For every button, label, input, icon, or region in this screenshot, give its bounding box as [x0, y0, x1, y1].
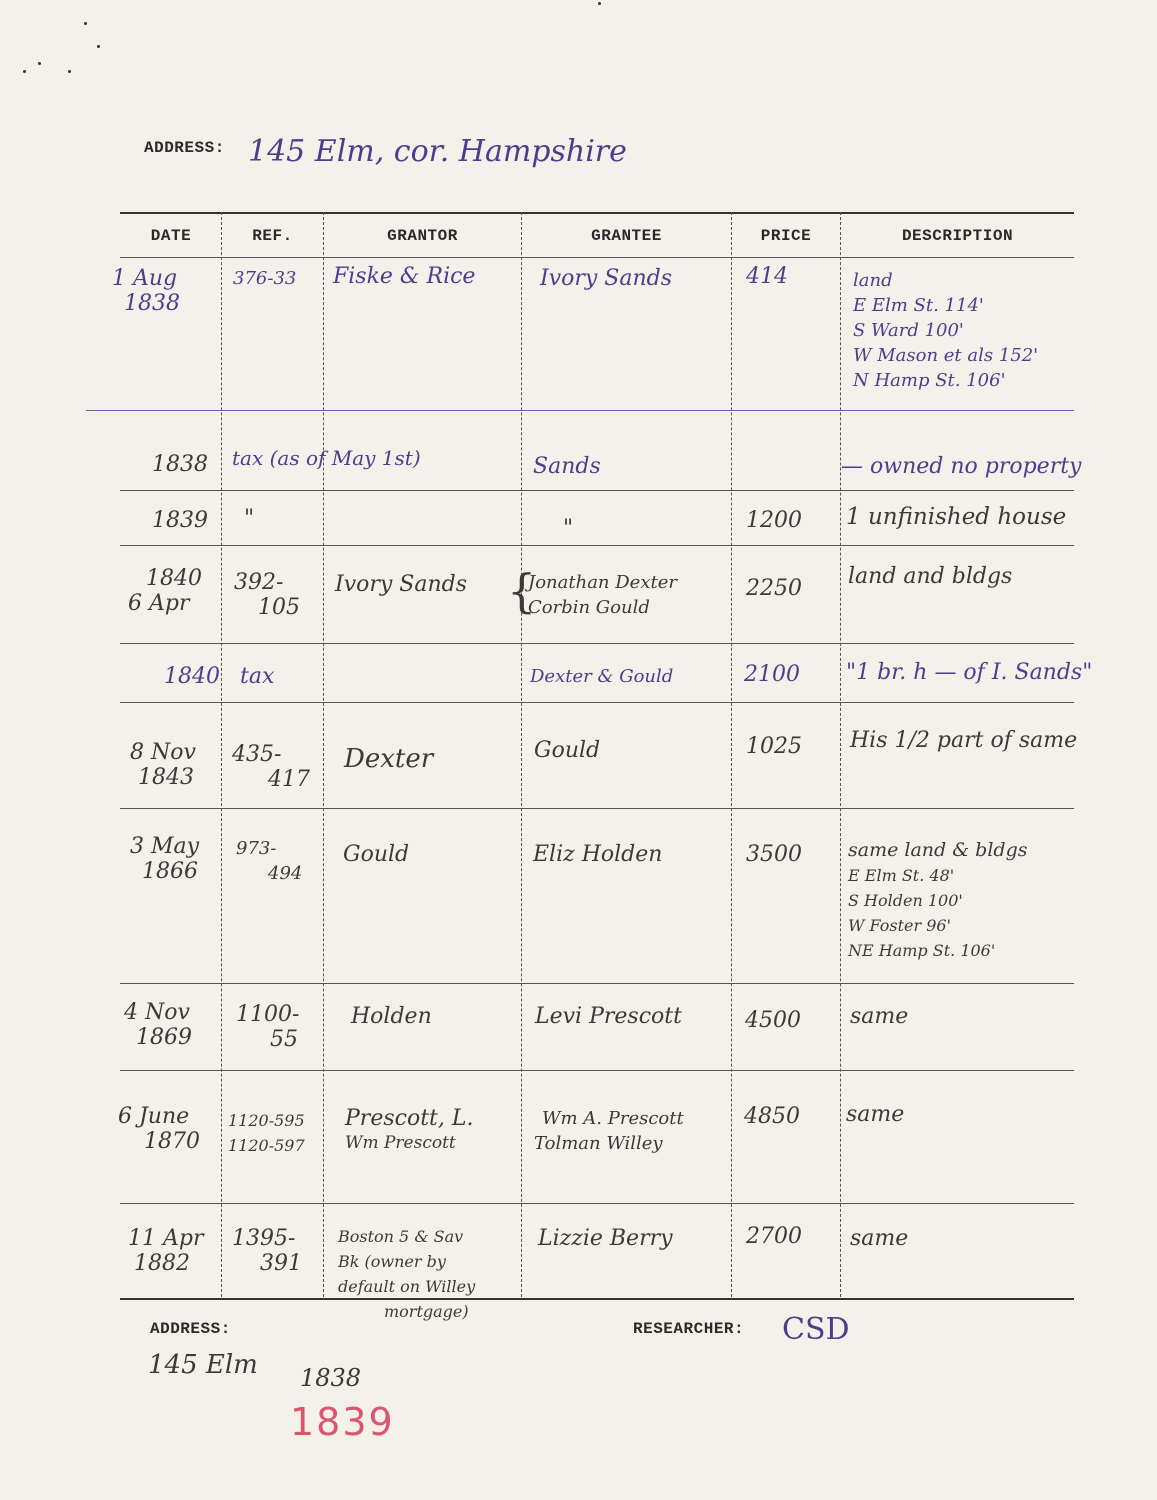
row-ref: tax: [240, 664, 275, 689]
row-ref: 1120-595 1120-597: [228, 1111, 305, 1155]
column-divider: [840, 212, 841, 1297]
column-header-date: DATE: [150, 227, 192, 245]
scan-speck: [38, 62, 41, 65]
row-description: same: [850, 1004, 909, 1029]
footer-address-label: ADDRESS:: [150, 1320, 231, 1338]
row-separator: [120, 702, 1074, 703]
row-ref: 1395- 391: [232, 1226, 302, 1276]
row-description: land E Elm St. 114' S Ward 100' W Mason et als 152' N Hamp St. 106': [853, 270, 1039, 391]
row-grantor: Fiske & Rice: [333, 264, 476, 289]
row-separator: [120, 490, 1074, 491]
row-price: 3500: [746, 842, 802, 867]
column-divider: [731, 212, 732, 1297]
row-description: His 1/2 part of same: [850, 728, 1078, 753]
row-description: — owned no property: [841, 454, 1082, 479]
row-date: 11 Apr 1882: [128, 1226, 204, 1276]
row-grantee: Dexter & Gould: [530, 666, 674, 687]
year-red: 1839: [290, 1400, 395, 1444]
row-ref: 1100- 55: [236, 1002, 300, 1052]
table-bottom-rule: [120, 1298, 1074, 1300]
address-label: ADDRESS:: [144, 139, 225, 157]
row-date: 4 Nov 1869: [124, 1000, 192, 1050]
row-price: 4850: [744, 1104, 800, 1129]
table-top-rule: [120, 212, 1074, 214]
row-ref: 973- 494: [236, 838, 303, 884]
row-separator: [120, 1070, 1074, 1071]
row-grantee: ": [563, 516, 574, 541]
column-divider: [323, 212, 324, 1297]
row-grantee-brace: {: [507, 564, 537, 618]
row-grantor: Holden: [351, 1004, 432, 1029]
column-header-grantor: GRANTOR: [387, 227, 458, 245]
row-ref: 376-33: [233, 268, 297, 289]
column-divider: [221, 212, 222, 1297]
row-price: 1025: [746, 734, 802, 759]
row-date: 1840 6 Apr: [128, 566, 202, 616]
row-separator: [120, 808, 1074, 809]
scan-speck: [68, 70, 71, 73]
year-note: 1838: [300, 1364, 362, 1392]
row-date: 6 June 1870: [118, 1104, 200, 1154]
row-ref: 392- 105: [234, 570, 300, 620]
column-header-grantee: GRANTEE: [591, 227, 662, 245]
row-grantee: Ivory Sands: [540, 266, 673, 291]
row-grantor: Ivory Sands: [335, 572, 468, 597]
row-price: 414: [746, 264, 788, 289]
scan-speck: [97, 45, 100, 48]
row-ref: tax (as of May 1st): [232, 446, 421, 470]
address-value: 145 Elm, cor. Hampshire: [248, 134, 627, 169]
row-grantor: Boston 5 & Sav Bk (owner by default on Willey mortgage): [338, 1227, 476, 1321]
row-date: 8 Nov 1843: [130, 740, 196, 790]
row-grantor: Dexter: [344, 744, 434, 774]
scan-speck: [23, 70, 26, 73]
row-description: same: [850, 1226, 909, 1251]
row-date: 1839: [152, 508, 208, 533]
scan-speck: [598, 2, 601, 5]
row-grantee: Levi Prescott: [535, 1004, 682, 1029]
row-grantor: Gould: [343, 842, 410, 867]
scan-speck: [84, 22, 87, 25]
row-price: 1200: [746, 508, 802, 533]
researcher-label: RESEARCHER:: [633, 1320, 745, 1338]
row-grantee: Gould: [534, 738, 601, 763]
row-date: 1 Aug 1838: [112, 266, 180, 316]
row-grantee: Wm A. Prescott Tolman Willey: [534, 1108, 684, 1154]
row-description: "1 br. h — of I. Sands": [846, 660, 1093, 685]
row-description: 1 unfinished house: [846, 504, 1067, 530]
table-header-rule: [120, 257, 1074, 258]
column-header-ref: REF.: [252, 227, 293, 245]
row-grantee: Jonathan Dexter Corbin Gould: [528, 572, 677, 618]
row-separator: [120, 545, 1074, 546]
footer-address-value: 145 Elm: [148, 1350, 258, 1380]
row-ref: 435- 417: [232, 742, 310, 792]
row-date: 1838: [152, 452, 208, 477]
row-separator: [86, 410, 1074, 411]
row-price: 4500: [745, 1008, 801, 1033]
researcher-value: CSD: [782, 1312, 850, 1347]
column-header-price: PRICE: [760, 227, 812, 245]
row-grantee: Sands: [533, 454, 601, 479]
row-ref: ": [244, 506, 255, 531]
row-separator: [120, 643, 1074, 644]
row-description: same: [846, 1102, 905, 1127]
row-grantor: Prescott, L. Wm Prescott: [345, 1106, 474, 1153]
row-description: same land & bldgs E Elm St. 48' S Holden 100' W Foster 96' NE Hamp St. 106': [848, 839, 1028, 960]
row-grantee: Lizzie Berry: [538, 1226, 673, 1251]
row-date: 1840: [164, 664, 220, 689]
row-price: 2250: [746, 576, 802, 601]
row-separator: [120, 983, 1074, 984]
row-grantee: Eliz Holden: [533, 842, 663, 867]
row-price: 2100: [744, 662, 800, 687]
row-separator: [120, 1203, 1074, 1204]
row-price: 2700: [746, 1224, 802, 1249]
row-date: 3 May 1866: [130, 834, 200, 884]
column-header-description: DESCRIPTION: [901, 227, 1014, 245]
row-description: land and bldgs: [848, 564, 1013, 589]
column-divider: [521, 212, 522, 1297]
